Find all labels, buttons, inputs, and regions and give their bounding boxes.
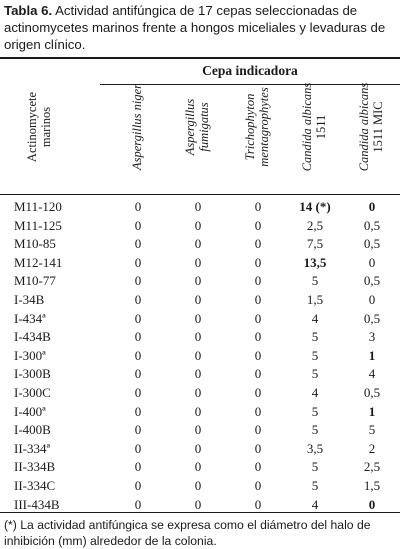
value-cell: 5 bbox=[311, 459, 319, 475]
table-body bbox=[0, 198, 400, 514]
value-cell: 0 bbox=[254, 477, 262, 493]
table-row bbox=[0, 291, 400, 310]
table-row bbox=[0, 403, 400, 422]
value-cell: 0 bbox=[194, 403, 202, 419]
strain-cell: II-334ª bbox=[14, 440, 51, 456]
strain-cell: M10-77 bbox=[14, 273, 56, 289]
value-cell: 4 bbox=[368, 366, 376, 382]
value-cell: 0,5 bbox=[363, 310, 381, 326]
value-cell: 0 bbox=[194, 384, 202, 400]
row-header: Actinomycete marinos bbox=[25, 91, 53, 163]
value-cell: 0 bbox=[134, 440, 142, 456]
strain-cell: I-400B bbox=[14, 422, 51, 438]
table-footnote: (*) La actividad antifúngica se expresa como el diámetro del halo de inhibición (mm) alrededor de la colonia. bbox=[4, 518, 371, 548]
value-cell: 0 bbox=[194, 199, 202, 214]
table-row bbox=[0, 198, 400, 217]
table-row bbox=[0, 421, 400, 440]
column-header-4-name: Candida albicans bbox=[300, 82, 314, 172]
value-cell: 0 bbox=[254, 310, 262, 326]
table-caption bbox=[4, 2, 398, 53]
value-cell: 0 bbox=[194, 440, 202, 456]
value-cell: 5 bbox=[311, 329, 319, 345]
value-cell: 0 bbox=[194, 254, 202, 270]
value-cell: 0 bbox=[194, 273, 202, 289]
value-cell: 0 bbox=[368, 254, 376, 270]
value-cell: 5 bbox=[311, 347, 319, 363]
table-row bbox=[0, 310, 400, 329]
strain-cell: M11-125 bbox=[14, 217, 62, 233]
column-header-4 bbox=[300, 77, 330, 177]
value-cell: 3,5 bbox=[306, 440, 324, 456]
value-cell: 0 bbox=[254, 291, 262, 307]
strain-cell: M11-120 bbox=[14, 199, 62, 214]
value-cell: 0 bbox=[194, 291, 202, 307]
table-row bbox=[0, 272, 400, 291]
strain-cell: I-300C bbox=[14, 384, 51, 400]
value-cell: 14 (*) bbox=[299, 199, 331, 214]
strain-cell: M10-85 bbox=[14, 236, 56, 252]
table-row bbox=[0, 384, 400, 403]
value-cell: 0 bbox=[194, 366, 202, 382]
value-cell: 0 bbox=[194, 236, 202, 252]
value-cell: 2,5 bbox=[306, 217, 324, 233]
group-header: Cepa indicadora bbox=[202, 63, 298, 78]
strain-cell: I-300B bbox=[14, 366, 51, 382]
column-header-1 bbox=[130, 77, 146, 177]
strain-cell: M12-141 bbox=[14, 254, 63, 270]
strain-cell: I-434ª bbox=[14, 310, 46, 326]
value-cell: 0 bbox=[134, 477, 142, 493]
value-cell: 0 bbox=[134, 273, 142, 289]
table-row bbox=[0, 235, 400, 254]
column-header-4-extra: 1511 bbox=[314, 114, 328, 140]
value-cell: 4 bbox=[311, 384, 319, 400]
value-cell: 0 bbox=[254, 254, 262, 270]
column-header-2 bbox=[183, 77, 213, 177]
table-row bbox=[0, 328, 400, 347]
column-header-5-name: Candida albicans bbox=[357, 82, 371, 172]
value-cell: 4 bbox=[311, 496, 319, 512]
table-bottom-rule bbox=[0, 512, 400, 513]
column-header-3 bbox=[243, 72, 273, 182]
value-cell: 0 bbox=[254, 273, 262, 289]
value-cell: 0 bbox=[254, 217, 262, 233]
value-cell: 1,5 bbox=[363, 477, 381, 493]
value-cell: 0 bbox=[134, 496, 142, 512]
value-cell: 0,5 bbox=[363, 236, 381, 252]
value-cell: 0 bbox=[254, 199, 262, 214]
value-cell: 0 bbox=[134, 384, 142, 400]
table-row bbox=[0, 440, 400, 459]
value-cell: 0 bbox=[134, 199, 142, 214]
value-cell: 0 bbox=[134, 422, 142, 438]
value-cell: 5 bbox=[311, 477, 319, 493]
value-cell: 2 bbox=[368, 440, 376, 456]
value-cell: 5 bbox=[311, 403, 319, 419]
value-cell: 0 bbox=[254, 366, 262, 382]
strain-cell: I-434B bbox=[14, 329, 51, 345]
value-cell: 0 bbox=[254, 329, 262, 345]
table-row bbox=[0, 254, 400, 273]
value-cell: 0 bbox=[194, 496, 202, 512]
value-cell: 5 bbox=[311, 273, 319, 289]
value-cell: 0 bbox=[254, 384, 262, 400]
strain-cell: I-400ª bbox=[14, 403, 46, 419]
strain-cell: II-334C bbox=[14, 477, 56, 493]
value-cell: 0 bbox=[134, 347, 142, 363]
value-cell: 0 bbox=[194, 310, 202, 326]
strain-cell: III-434B bbox=[14, 496, 60, 512]
strain-cell: II-334B bbox=[14, 459, 56, 475]
column-header-3-name: Trichophyton mentagrophytes bbox=[243, 87, 271, 167]
value-cell: 0 bbox=[254, 347, 262, 363]
value-cell: 0 bbox=[194, 459, 202, 475]
value-cell: 1 bbox=[368, 403, 376, 419]
table-row bbox=[0, 347, 400, 366]
table-row bbox=[0, 458, 400, 477]
column-header-2-name: Aspergillus fumigatus bbox=[183, 98, 211, 156]
table-row bbox=[0, 365, 400, 384]
strain-cell: I-300ª bbox=[14, 347, 46, 363]
value-cell: 0 bbox=[134, 310, 142, 326]
value-cell: 0 bbox=[368, 496, 376, 512]
value-cell: 5 bbox=[368, 422, 376, 438]
table-row bbox=[0, 477, 400, 496]
value-cell: 4 bbox=[311, 310, 319, 326]
value-cell: 0 bbox=[134, 459, 142, 475]
table-top-rule bbox=[0, 57, 400, 59]
value-cell: 0 bbox=[254, 403, 262, 419]
value-cell: 0 bbox=[368, 199, 376, 214]
value-cell: 5 bbox=[311, 422, 319, 438]
value-cell: 2,5 bbox=[363, 459, 381, 475]
value-cell: 1 bbox=[368, 347, 376, 363]
strain-cell: I-34B bbox=[14, 291, 45, 307]
value-cell: 0 bbox=[134, 254, 142, 270]
value-cell: 0 bbox=[194, 422, 202, 438]
value-cell: 0 bbox=[254, 459, 262, 475]
value-cell: 0 bbox=[134, 217, 142, 233]
value-cell: 0,5 bbox=[363, 273, 381, 289]
value-cell: 5 bbox=[311, 366, 319, 382]
value-cell: 0 bbox=[194, 347, 202, 363]
value-cell: 0 bbox=[194, 217, 202, 233]
value-cell: 0 bbox=[134, 366, 142, 382]
header-bottom-rule bbox=[0, 194, 400, 195]
value-cell: 0,5 bbox=[363, 217, 381, 233]
value-cell: 0 bbox=[134, 236, 142, 252]
value-cell: 0 bbox=[134, 291, 142, 307]
value-cell: 0 bbox=[134, 329, 142, 345]
value-cell: 0 bbox=[254, 422, 262, 438]
value-cell: 0 bbox=[134, 403, 142, 419]
value-cell: 0 bbox=[254, 440, 262, 456]
value-cell: 0 bbox=[194, 477, 202, 493]
value-cell: 13,5 bbox=[303, 254, 327, 270]
value-cell: 1,5 bbox=[306, 291, 324, 307]
table-caption-text: Actividad antifúngica de 17 cepas seleccionadas de actinomycetes marinos frente a hongos miceliales y levaduras de origen clínico. bbox=[4, 3, 386, 52]
column-header-5-extra: 1511 MIC bbox=[371, 101, 385, 153]
value-cell: 0 bbox=[194, 329, 202, 345]
column-header-1-name: Aspergillus niger bbox=[130, 84, 144, 170]
value-cell: 0 bbox=[254, 236, 262, 252]
table-row bbox=[0, 217, 400, 236]
column-header-5 bbox=[357, 77, 387, 177]
value-cell: 0,5 bbox=[363, 384, 381, 400]
value-cell: 0 bbox=[368, 291, 376, 307]
value-cell: 0 bbox=[254, 496, 262, 512]
value-cell: 7,5 bbox=[306, 236, 324, 252]
value-cell: 3 bbox=[368, 329, 376, 345]
table-caption-label: Tabla 6. bbox=[4, 3, 53, 18]
